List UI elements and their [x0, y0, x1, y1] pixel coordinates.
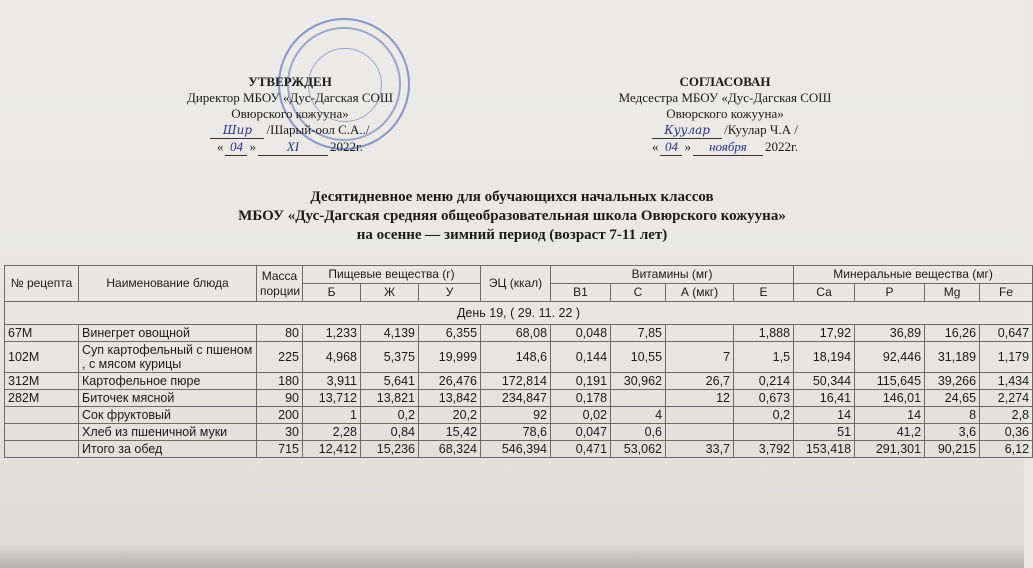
cell-c: 30,962: [611, 373, 666, 390]
cell-b: 13,712: [303, 390, 361, 407]
cell-ca: 50,344: [794, 373, 855, 390]
header-fe: Fe: [980, 284, 1033, 302]
cell-fe: 1,434: [980, 373, 1033, 390]
agreement-heading: СОГЛАСОВАН: [679, 74, 771, 89]
cell-mass: 80: [257, 325, 303, 342]
cell-e: 3,792: [734, 441, 794, 458]
cell-b1: 0,471: [551, 441, 611, 458]
cell-mass: 180: [257, 373, 303, 390]
cell-p: 14: [855, 407, 925, 424]
agreement-signature-row: [590, 122, 860, 139]
cell-recipe: [5, 441, 79, 458]
agreement-signer-name: /Куулар Ч.А /: [724, 122, 798, 137]
agreement-date-open: «: [651, 139, 659, 154]
cell-dish: Итого за обед: [79, 441, 257, 458]
header-recipe: № рецепта: [5, 266, 79, 302]
header-e: Е: [734, 284, 794, 302]
cell-p: 36,89: [855, 325, 925, 342]
cell-c: 4: [611, 407, 666, 424]
cell-e: 0,2: [734, 407, 794, 424]
cell-c: 7,85: [611, 325, 666, 342]
cell-a: 12: [666, 390, 734, 407]
cell-a: [666, 325, 734, 342]
agreement-date-close: »: [684, 139, 691, 154]
cell-u: 6,355: [419, 325, 481, 342]
cell-mass: 200: [257, 407, 303, 424]
cell-e: 1,888: [734, 325, 794, 342]
cell-b: 3,911: [303, 373, 361, 390]
approval-date-row: [160, 139, 420, 156]
menu-body: [5, 325, 1033, 458]
approval-line-2: Овюрского кожууна»: [231, 106, 349, 121]
cell-mg: 3,6: [925, 424, 980, 441]
cell-recipe: [5, 407, 79, 424]
header-zh: Ж: [361, 284, 419, 302]
cell-e: 0,214: [734, 373, 794, 390]
header-p: Р: [855, 284, 925, 302]
header-mg: Mg: [925, 284, 980, 302]
header-a: А (мкг): [666, 284, 734, 302]
cell-energy: 78,6: [481, 424, 551, 441]
cell-zh: 0,2: [361, 407, 419, 424]
cell-p: 291,301: [855, 441, 925, 458]
cell-energy: 68,08: [481, 325, 551, 342]
cell-a: 33,7: [666, 441, 734, 458]
cell-u: 26,476: [419, 373, 481, 390]
cell-recipe: 312М: [5, 373, 79, 390]
cell-a: 7: [666, 342, 734, 373]
cell-fe: 0,647: [980, 325, 1033, 342]
table-row: [5, 390, 1033, 407]
cell-b1: 0,191: [551, 373, 611, 390]
cell-u: 19,999: [419, 342, 481, 373]
agreement-date-month: ноября: [693, 139, 763, 156]
cell-e: 1,5: [734, 342, 794, 373]
cell-dish: Биточек мясной: [79, 390, 257, 407]
approval-block: [160, 74, 420, 156]
cell-fe: 2,274: [980, 390, 1033, 407]
cell-c: 0,6: [611, 424, 666, 441]
cell-ca: 51: [794, 424, 855, 441]
header-energy: ЭЦ (ккал): [481, 266, 551, 302]
cell-ca: 17,92: [794, 325, 855, 342]
table-row: [5, 407, 1033, 424]
cell-mg: 31,189: [925, 342, 980, 373]
agreement-date-row: [590, 139, 860, 156]
cell-mg: 8: [925, 407, 980, 424]
cell-a: 26,7: [666, 373, 734, 390]
cell-u: 20,2: [419, 407, 481, 424]
cell-b: 2,28: [303, 424, 361, 441]
cell-recipe: 282М: [5, 390, 79, 407]
day-label: День 19, ( 29. 11. 22 ): [5, 302, 1033, 325]
agreement-block: [590, 74, 860, 156]
cell-energy: 546,394: [481, 441, 551, 458]
header-mass: Масса порции: [257, 266, 303, 302]
cell-ca: 153,418: [794, 441, 855, 458]
cell-p: 41,2: [855, 424, 925, 441]
header-vitamins: Витамины (мг): [551, 266, 794, 284]
header-minerals: Минеральные вещества (мг): [794, 266, 1033, 284]
cell-mass: 225: [257, 342, 303, 373]
approval-date-year: 2022г.: [329, 139, 364, 154]
title-line-2: МБОУ «Дус-Дагская средняя общеобразовательная школа Овюрского кожууна»: [238, 208, 786, 224]
cell-zh: 0,84: [361, 424, 419, 441]
cell-fe: 1,179: [980, 342, 1033, 373]
approval-date-day: 04: [225, 139, 247, 156]
approval-heading: УТВЕРЖДЕН: [248, 74, 332, 89]
cell-dish: Сок фруктовый: [79, 407, 257, 424]
approval-date-open: «: [216, 139, 224, 154]
cell-mass: 30: [257, 424, 303, 441]
cell-b: 4,968: [303, 342, 361, 373]
agreement-date-year: 2022г.: [764, 139, 799, 154]
cell-energy: 172,814: [481, 373, 551, 390]
cell-mg: 24,65: [925, 390, 980, 407]
cell-recipe: [5, 424, 79, 441]
cell-ca: 16,41: [794, 390, 855, 407]
cell-a: [666, 424, 734, 441]
table-row: [5, 325, 1033, 342]
total-row: [5, 441, 1033, 458]
document-title: [0, 188, 1024, 245]
agreement-line-1: Медсестра МБОУ «Дус-Дагская СОШ: [618, 90, 832, 105]
header-ca: Са: [794, 284, 855, 302]
menu-table: [4, 265, 1033, 458]
agreement-date-day: 04: [660, 139, 682, 156]
title-line-1: Десятидневное меню для обучающихся начальных классов: [310, 189, 714, 205]
approval-signer-name: /Шарый-оол С.А../: [266, 122, 370, 137]
cell-e: [734, 424, 794, 441]
header-c: С: [611, 284, 666, 302]
cell-b1: 0,144: [551, 342, 611, 373]
header-b1: В1: [551, 284, 611, 302]
approval-date-month: XI: [258, 139, 328, 156]
page-shadow: [0, 544, 1024, 568]
cell-c: [611, 390, 666, 407]
approval-date-close: »: [249, 139, 256, 154]
cell-zh: 13,821: [361, 390, 419, 407]
cell-energy: 92: [481, 407, 551, 424]
cell-p: 92,446: [855, 342, 925, 373]
cell-a: [666, 407, 734, 424]
approval-signature: Шир: [210, 122, 264, 139]
cell-zh: 5,641: [361, 373, 419, 390]
cell-b1: 0,047: [551, 424, 611, 441]
cell-b: 1,233: [303, 325, 361, 342]
cell-mg: 90,215: [925, 441, 980, 458]
approval-line-1: Директор МБОУ «Дус-Дагская СОШ: [186, 90, 394, 105]
cell-mg: 16,26: [925, 325, 980, 342]
cell-recipe: 67М: [5, 325, 79, 342]
cell-b: 1: [303, 407, 361, 424]
cell-c: 53,062: [611, 441, 666, 458]
table-row: [5, 373, 1033, 390]
table-row: [5, 342, 1033, 373]
cell-zh: 15,236: [361, 441, 419, 458]
cell-energy: 148,6: [481, 342, 551, 373]
title-line-3: на осенне — зимний период (возраст 7-11 лет): [356, 227, 668, 243]
cell-p: 146,01: [855, 390, 925, 407]
cell-dish: Винегрет овощной: [79, 325, 257, 342]
cell-mass: 90: [257, 390, 303, 407]
cell-ca: 14: [794, 407, 855, 424]
cell-recipe: 102М: [5, 342, 79, 373]
agreement-line-2: Овюрского кожууна»: [666, 106, 784, 121]
cell-fe: 6,12: [980, 441, 1033, 458]
cell-energy: 234,847: [481, 390, 551, 407]
agreement-signature: Куулар: [652, 122, 722, 139]
cell-fe: 2,8: [980, 407, 1033, 424]
cell-b1: 0,02: [551, 407, 611, 424]
day-row: [5, 302, 1033, 325]
cell-p: 115,645: [855, 373, 925, 390]
header-u: У: [419, 284, 481, 302]
cell-dish: Хлеб из пшеничной муки: [79, 424, 257, 441]
approval-signature-row: [160, 122, 420, 139]
cell-b1: 0,178: [551, 390, 611, 407]
cell-u: 13,842: [419, 390, 481, 407]
cell-u: 68,324: [419, 441, 481, 458]
cell-mass: 715: [257, 441, 303, 458]
cell-zh: 5,375: [361, 342, 419, 373]
header-dish: Наименование блюда: [79, 266, 257, 302]
cell-b1: 0,048: [551, 325, 611, 342]
header-b: Б: [303, 284, 361, 302]
cell-e: 0,673: [734, 390, 794, 407]
cell-ca: 18,194: [794, 342, 855, 373]
cell-dish: Картофельное пюре: [79, 373, 257, 390]
table-row: [5, 424, 1033, 441]
cell-c: 10,55: [611, 342, 666, 373]
cell-dish: Суп картофельный с пшеном , с мясом курицы: [79, 342, 257, 373]
cell-mg: 39,266: [925, 373, 980, 390]
cell-u: 15,42: [419, 424, 481, 441]
cell-b: 12,412: [303, 441, 361, 458]
header-nutrients: Пищевые вещества (г): [303, 266, 481, 284]
cell-fe: 0,36: [980, 424, 1033, 441]
cell-zh: 4,139: [361, 325, 419, 342]
